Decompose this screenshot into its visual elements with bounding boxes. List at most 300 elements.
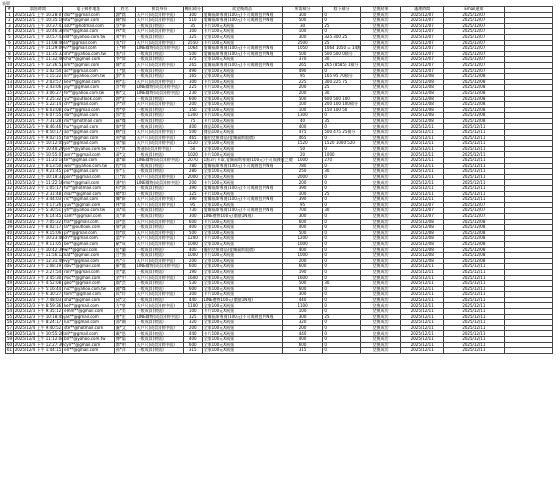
table-cell: luc**@gmail.com xyxy=(63,320,115,326)
table-cell: 23 xyxy=(7,134,13,140)
table-cell: 2025/12/2 下午 9:15:06 xyxy=(14,229,62,235)
table-cell: 16 xyxy=(7,95,13,101)
table-cell: fe**@yahoo.com.tw xyxy=(63,90,115,96)
table-cell: 范*惠 xyxy=(114,269,135,275)
table-cell: 400 xyxy=(282,337,323,343)
table-cell: 一般成員(初級) xyxy=(135,107,183,113)
table-cell: 2025/12/07 xyxy=(401,46,444,52)
table-cell: 兌換成功 xyxy=(360,236,401,242)
table-cell: 51 xyxy=(7,291,13,297)
table-cell: 蕭*雄 xyxy=(114,158,135,164)
table-cell: 2025/12/1 下午 12:36:51 xyxy=(14,62,64,68)
table-cell: 53 xyxy=(7,302,13,308)
table-cell: 530 xyxy=(183,281,202,287)
table-cell: be**@gmail.com xyxy=(63,241,115,247)
table-cell: 500 475 25積分 xyxy=(323,130,360,136)
table-cell: 一般成員(初級) xyxy=(135,253,183,259)
table-cell: 卡片100元X兩張 xyxy=(202,331,282,337)
table-cell: 47 xyxy=(7,269,13,274)
table-cell: yh**@yahoo.com.tw xyxy=(63,208,115,214)
table-cell: 2025/12/08 xyxy=(444,74,504,80)
table-cell: 500 xyxy=(183,230,202,236)
table-cell: 2025/12/11 xyxy=(401,146,444,152)
table-cell: 天戶尺(成員)(初中級) xyxy=(135,141,183,147)
table-cell: 2025/12/11 xyxy=(444,303,504,309)
table-cell: 愛爾福斯專賣(100元)不可與錢包共N週 xyxy=(202,163,282,169)
table-cell: 一般成員(初級) xyxy=(135,51,183,57)
table-cell: 卡片100元X兩張 xyxy=(202,113,282,119)
table-cell: 2025/12/08 xyxy=(444,230,504,236)
table-cell: 265 (8585) 1積分 xyxy=(324,62,359,68)
table-cell: 鄧*明 xyxy=(114,342,135,348)
table-cell: 2025/12/11 xyxy=(444,186,504,192)
table-cell: 蔡*華 xyxy=(114,23,135,29)
table-cell: 愛爾福斯專賣(100元)不可與錢包共N週 xyxy=(202,51,282,57)
table-cell: 440 xyxy=(183,297,202,303)
table-cell: 2025/12/2 下午 8:02:17 xyxy=(14,224,62,230)
table-cell: 兌換成功 xyxy=(360,325,401,331)
table-cell: mic**@gmail.com xyxy=(63,275,115,281)
table-cell: 2025/12/11 xyxy=(401,174,444,180)
table-cell: 780 xyxy=(183,163,202,169)
table-cell: 卡片100元X兩張 xyxy=(202,29,282,35)
table-cell: 兌換成功 xyxy=(360,68,401,74)
table-cell: 韓*如 xyxy=(114,191,135,197)
table-cell: 42 xyxy=(7,241,13,247)
table-cell: 490 xyxy=(282,68,323,74)
table-cell: 325 xyxy=(183,314,202,320)
table-cell: 2025/12/08 xyxy=(444,258,504,264)
table-cell: 2025/12/2 下午 6:14:45 xyxy=(14,213,62,219)
table-cell: 全家100元X兩張 xyxy=(202,141,282,147)
table-cell: 270 xyxy=(323,158,360,164)
table-cell: kat**@gmail.com xyxy=(63,253,115,259)
table-cell: 2025/12/07 xyxy=(401,57,444,63)
table-cell: 愛爾福斯專賣(100元)不可與錢包共N週 xyxy=(202,197,282,203)
table-cell: 0 xyxy=(323,12,360,18)
table-cell: 2025/12/08 xyxy=(401,107,444,113)
table-cell: 2025/12/1 下午 2:03:57 xyxy=(14,78,62,84)
table-cell: hu**@gmail.com xyxy=(63,124,115,130)
table-cell: 50 xyxy=(282,146,323,152)
table-cell: LINE購物(成員)(初中級) xyxy=(135,46,183,52)
table-cell: 600 xyxy=(183,342,202,348)
table-cell: 商品100元X兩張 xyxy=(202,124,282,130)
table-cell: vi**@gmail.com xyxy=(63,46,115,52)
table-cell: 馬*芬 xyxy=(114,258,135,264)
table-cell: 王*輝 xyxy=(114,46,135,52)
table-cell: 300 xyxy=(183,292,202,298)
table-cell: 一般成員(初級) xyxy=(135,281,183,287)
table-cell: 2025/12/11 xyxy=(444,348,504,354)
table-cell: 2025/12/1 下午 11:21:14 xyxy=(14,157,64,163)
table-cell: 林*英 xyxy=(114,29,135,35)
table-cell: 2025/12/07 xyxy=(401,34,444,40)
table-cell: 780 xyxy=(282,163,323,169)
table-cell: 兌換成功 xyxy=(360,96,401,102)
table-cell: 傅*倫 xyxy=(114,337,135,343)
table-cell: 2025/12/2 下午 2:31:48 xyxy=(14,190,62,196)
table-cell: 440 xyxy=(183,331,202,337)
table-cell: 2025/12/11 xyxy=(444,197,504,203)
table-cell: 2025/12/08 xyxy=(401,253,444,259)
table-cell: 2025/12/07 xyxy=(401,202,444,208)
table-cell: kev**@gmail.com xyxy=(63,79,115,85)
table-cell: 2025/12/11 xyxy=(444,320,504,326)
table-cell: 天戶尺(成員)(初中級) xyxy=(135,303,183,309)
table-cell: 2025/12/08 xyxy=(444,241,504,247)
table-cell: LINE購物(成員)(初中級) xyxy=(135,264,183,270)
table-cell: 劉*芳 xyxy=(114,74,135,80)
table-cell: LINE禮物100元(價值1N週) xyxy=(202,213,282,219)
table-cell: 37 xyxy=(7,213,13,219)
table-cell: 390 xyxy=(183,186,202,192)
table-cell: 2025/12/07 xyxy=(401,213,444,219)
table-cell: 0 xyxy=(323,124,360,130)
table-cell: 0 xyxy=(323,225,360,231)
table-cell: 兌換成功 xyxy=(360,107,401,113)
table-cell: 500 xyxy=(282,18,323,24)
table-cell: 30 xyxy=(323,208,360,214)
table-cell: 0 xyxy=(323,292,360,298)
table-cell: 0 xyxy=(323,230,360,236)
table-cell: 2025/12/1 下午 1:02:54 xyxy=(14,67,62,73)
table-cell: shi**@yahoo.com.tw xyxy=(63,51,115,57)
table-cell: 2025/12/2 上午 10:18:33 xyxy=(14,173,64,179)
table-cell: 兌換成功 xyxy=(360,174,401,180)
column-header: Email通知 xyxy=(444,7,504,13)
table-cell: 400 xyxy=(183,247,202,253)
table-cell: 2025/12/07 xyxy=(444,18,504,24)
table-cell: yo**@gmail.com xyxy=(63,141,115,147)
table-cell: 天戶尺(成員)(初中級) xyxy=(135,202,183,208)
table-cell: 2025/12/07 xyxy=(444,62,504,68)
table-cell: 315 xyxy=(282,348,323,354)
table-cell: 愛爾福斯專賣(100元)不可與錢包共N週 xyxy=(202,46,282,52)
table-cell: tom**@gmail.com xyxy=(63,292,115,298)
table-cell: 0 xyxy=(323,275,360,281)
table-cell: 天戶尺(成員)(初中級) xyxy=(135,197,183,203)
table-cell: 10 xyxy=(7,62,13,68)
table-cell: 730 xyxy=(183,208,202,214)
table-cell: 陸*欣 xyxy=(114,230,135,236)
table-cell: dav**@gmail.com xyxy=(63,264,115,270)
table-cell: 擺拍兌換商品(愛爾福斯限價) xyxy=(202,247,282,253)
table-cell: 一般成員(初級) xyxy=(135,152,183,158)
table-cell: 2025/12/07 xyxy=(444,57,504,63)
table-cell: 390 xyxy=(183,197,202,203)
table-cell: 程*翔 xyxy=(114,163,135,169)
table-cell: 2025/12/11 xyxy=(401,130,444,136)
table-cell: 2025/12/11 xyxy=(401,348,444,354)
table-cell: 高*瑤 xyxy=(114,208,135,214)
table-cell: 40 xyxy=(282,118,323,124)
table-cell: 方*豪 xyxy=(114,303,135,309)
table-cell: 2025/12/07 xyxy=(444,51,504,57)
table-cell: 2025/12/11 xyxy=(401,331,444,337)
table-cell: 卡片100元X兩張 xyxy=(202,118,282,124)
table-cell: ali**@gmail.com xyxy=(63,331,115,337)
table-cell: tin**@gmail.com xyxy=(63,135,115,141)
table-cell: 2025/12/11 xyxy=(444,297,504,303)
table-cell: 2025/12/1 下午 9:02:15 xyxy=(14,134,62,140)
table-cell: 2025/12/08 xyxy=(401,96,444,102)
table-cell: 225 xyxy=(183,85,202,91)
table-cell: 2000 xyxy=(183,174,202,180)
table-cell: 200 xyxy=(183,258,202,264)
table-cell: 2025/12/3 下午 10:18:45 xyxy=(14,313,64,319)
table-cell: 柯*銘 xyxy=(114,186,135,192)
table-cell: 全家100元X兩張 xyxy=(202,225,282,231)
table-cell: 2025/12/1 下午 6:07:55 xyxy=(14,112,62,118)
table-cell: 2025/12/1 上午 11:35:32 xyxy=(14,50,64,56)
table-cell: 9 xyxy=(6,57,14,63)
table-cell: 一般成員(初級) xyxy=(135,68,183,74)
table-cell: 190 xyxy=(282,269,323,275)
table-cell: 全家100元X兩張 xyxy=(202,74,282,80)
table-cell: 50 xyxy=(7,285,13,291)
table-cell: 0 xyxy=(323,174,360,180)
table-cell: 400 xyxy=(282,225,323,231)
table-cell: 2025/12/1 上午 10:46:38 xyxy=(14,28,64,34)
table-cell: 2025/12/08 xyxy=(444,219,504,225)
table-cell: 兌換成功 xyxy=(360,90,401,96)
table-cell: 1000 xyxy=(282,241,323,247)
table-cell: 400 xyxy=(183,124,202,130)
table-cell: 周*儀 xyxy=(114,135,135,141)
table-cell: 2025/12/4 上午 11:12:04 xyxy=(14,336,64,342)
table-cell: 46 xyxy=(7,263,13,269)
table-cell: 石*美 xyxy=(114,309,135,315)
table-cell: 600 xyxy=(282,286,323,292)
table-cell: 兌換成功 xyxy=(360,348,401,354)
table-cell: ac**@gmail.com xyxy=(63,68,115,74)
table-cell: 洪*珍 xyxy=(114,102,135,108)
table-cell: wi**@gmail.com xyxy=(63,247,115,253)
table-cell: 600 xyxy=(183,286,202,292)
table-cell: 300 xyxy=(282,213,323,219)
table-cell: 225 xyxy=(282,79,323,85)
table-cell: 0 xyxy=(323,29,360,35)
table-cell: 一般成員(初級) xyxy=(135,118,183,124)
table-cell: 全家100元X兩張 xyxy=(202,90,282,96)
table-cell: 天戶尺(成員)(初中級) xyxy=(135,130,183,136)
table-cell: 250 xyxy=(282,169,323,175)
table-cell: 兌換成功 xyxy=(360,34,401,40)
table-cell: 500 xyxy=(183,51,202,57)
table-cell: 1000 xyxy=(282,158,323,164)
table-cell: 一般成員(初級) xyxy=(135,96,183,102)
table-cell: 兌換成功 xyxy=(360,208,401,214)
table-cell: 2025/12/07 xyxy=(401,29,444,35)
table-cell: 全家100元X兩張 xyxy=(202,258,282,264)
table-cell: 兌換成功 xyxy=(360,79,401,85)
table-cell: 全家100元X兩張 xyxy=(202,269,282,275)
table-cell: 兌換成功 xyxy=(360,130,401,136)
table-cell: ann**@gmail.com xyxy=(63,152,115,158)
table-cell: 全家100元X兩張 xyxy=(202,303,282,309)
table-cell: te**@gmail.com xyxy=(63,158,115,164)
table-cell: 兌換成功 xyxy=(360,46,401,52)
table-cell: 兌換成功 xyxy=(360,320,401,326)
table-cell: eri**@gmail.com xyxy=(63,348,115,354)
table-cell: 5 xyxy=(6,34,14,40)
table-cell: kel**@gmail.com xyxy=(63,303,115,309)
table-cell: 2025/12/07 xyxy=(401,51,444,57)
table-cell: 1 xyxy=(6,12,14,18)
table-cell: 全家100元X兩張 xyxy=(202,107,282,113)
table-cell: 32 xyxy=(7,185,13,191)
table-cell: 1064 1050 = 14點 xyxy=(324,45,361,51)
table-cell: 伍*蘭 xyxy=(114,247,135,253)
table-cell: 75 xyxy=(183,118,202,124)
table-cell: joy**@gmail.com xyxy=(63,85,115,91)
table-cell: 龔*新 xyxy=(114,197,135,203)
column-header: 填寫時間 xyxy=(13,7,62,13)
table-cell: 溫*平 xyxy=(114,236,135,242)
table-cell: 全家100元X兩張 xyxy=(202,96,282,102)
table-cell: 2025/12/1 上午 10:35:10 xyxy=(14,17,64,23)
table-cell: 兌換成功 xyxy=(360,40,401,46)
table-cell: 30 xyxy=(323,57,360,63)
table-cell: 35 xyxy=(183,23,202,29)
table-cell: 兌換成功 xyxy=(360,62,401,68)
table-cell: 蔣*文 xyxy=(114,152,135,158)
table-cell: 370 xyxy=(282,57,323,63)
column-header: 兌換結果 xyxy=(360,7,401,13)
table-cell: 兌換成功 xyxy=(360,74,401,80)
table-cell: 天戶尺(成員)(初中級) xyxy=(135,174,183,180)
table-cell: 2025/12/2 上午 9:21:45 xyxy=(14,168,62,174)
table-cell: 兌換成功 xyxy=(360,12,401,18)
table-cell: 1100 xyxy=(282,303,323,309)
table-cell: 8 xyxy=(6,51,14,57)
table-cell: 陳*君 xyxy=(114,62,135,68)
table-cell: 卡片100元X兩張 xyxy=(202,180,282,186)
table-cell: 兌換成功 xyxy=(360,146,401,152)
table-cell: 38 xyxy=(7,218,13,224)
table-cell: 2025/12/07 xyxy=(444,68,504,74)
table-cell: 2025/12/3 下午 9:35:12 xyxy=(14,308,62,314)
table-cell: pon**@gmail.com xyxy=(63,174,115,180)
table-cell: 200 xyxy=(282,180,323,186)
table-cell: 2025/12/11 xyxy=(444,342,504,348)
table-cell: 400 xyxy=(183,337,202,343)
table-cell: 1000 xyxy=(183,241,202,247)
table-cell: 天戶尺(成員)(初中級) xyxy=(135,219,183,225)
table-cell: 戴*恩 xyxy=(114,331,135,337)
table-cell: 400 xyxy=(183,225,202,231)
table-cell: 一般成員(初級) xyxy=(135,163,183,169)
table-cell: 0 xyxy=(323,135,360,141)
table-cell: 1000 xyxy=(323,152,360,158)
table-cell: 兌換成功 xyxy=(360,303,401,309)
table-cell: 2025/12/08 xyxy=(444,253,504,259)
table-cell: da**@gmail.com xyxy=(63,113,115,119)
table-cell: 0 xyxy=(323,113,360,119)
table-cell: 全家100元X兩張 xyxy=(202,337,282,343)
table-cell: 天戶尺(成員)(初中級) xyxy=(135,102,183,108)
table-cell: 320 xyxy=(183,320,202,326)
table-cell: 2025/12/1 上午 11:08:46 xyxy=(14,39,64,45)
table-cell: 510 xyxy=(183,18,202,24)
table-cell: 2025/12/08 xyxy=(401,258,444,264)
table-cell: 200 xyxy=(282,325,323,331)
table-row xyxy=(6,348,553,354)
table-cell: 兌換成功 xyxy=(360,247,401,253)
table-cell: 愛爾福斯專賣(100元)不可與錢包共N週 xyxy=(202,314,282,320)
table-cell: 一般成員(初級) xyxy=(135,331,183,337)
table-cell: 165 95 70積分 xyxy=(323,74,360,80)
table-cell: 0 xyxy=(323,18,360,24)
table-cell: ron**@gmail.com xyxy=(63,269,115,275)
table-cell: 490 xyxy=(183,68,202,74)
table-cell: 全家100元X兩張 xyxy=(202,146,282,152)
table-cell: 全家100元X兩張 xyxy=(202,264,282,270)
table-cell: 36 xyxy=(7,207,13,213)
table-cell: 2025/12/1 上午 10:28:07 xyxy=(14,11,64,17)
column-header: 處理時間 xyxy=(401,7,444,13)
table-cell: mar**@gmail.com xyxy=(63,191,115,197)
table-cell: 2025/12/11 xyxy=(401,158,444,164)
sheet-note: 表單 xyxy=(2,1,10,6)
table-cell: 天戶尺(成員)(初中級) xyxy=(135,236,183,242)
table-cell: 25 xyxy=(7,145,13,151)
table-cell: 1520 1000 520 xyxy=(323,141,360,147)
table-cell: 0 xyxy=(323,236,360,242)
table-cell: 2025/12/1 下午 6:03:08 xyxy=(14,106,62,112)
table-cell: 天戶尺(成員)(初中級) xyxy=(135,62,183,68)
table-cell: 兌換成功 xyxy=(360,230,401,236)
table-cell: 兌換成功 xyxy=(360,113,401,119)
table-cell: 300 xyxy=(282,292,323,298)
table-cell: 2025/12/4 下午 12:27:39 xyxy=(14,341,64,347)
table-cell: 2025/12/07 xyxy=(444,213,504,219)
table-cell: 100 xyxy=(282,102,323,108)
table-cell: 2025/12/07 xyxy=(444,208,504,214)
table-cell: 2025/12/3 下午 3:45:30 xyxy=(14,274,62,280)
table-cell: 28 xyxy=(7,162,13,168)
table-cell: 26 xyxy=(7,151,13,157)
table-cell: 盧*文 xyxy=(114,325,135,331)
table-cell: 一般成員(初級) xyxy=(135,297,183,303)
table-cell: 41 xyxy=(7,235,13,241)
table-cell: 40 xyxy=(7,229,13,235)
column-header: # xyxy=(6,7,14,13)
table-cell: 一般成員(初級) xyxy=(135,337,183,343)
table-cell: 兌換成功 xyxy=(360,314,401,320)
table-cell: 薛*恩 xyxy=(114,219,135,225)
table-cell: 280 xyxy=(183,169,202,175)
table-cell: 2025/12/08 xyxy=(401,247,444,253)
table-cell: 卡片100元X兩張 xyxy=(202,253,282,259)
table-cell: 475 xyxy=(282,130,323,136)
table-cell: 愛爾福斯專賣(100元)不可與錢包共N週 xyxy=(202,208,282,214)
table-cell: 2025/12/1 上午 11:32:40 xyxy=(14,56,64,62)
table-cell: 許*婷 xyxy=(114,85,135,91)
table-cell: 0 xyxy=(323,264,360,270)
table-cell: 20 xyxy=(7,117,13,123)
table-cell: 2025/12/07 xyxy=(444,23,504,29)
table-cell: 李*偉 xyxy=(114,57,135,63)
table-cell: yuv**@gmail.com xyxy=(63,202,115,208)
table-cell: 1520 xyxy=(282,141,323,147)
table-cell: 全家100元X兩張 xyxy=(202,325,282,331)
table-cell: 2025/12/08 xyxy=(401,241,444,247)
table-cell: ric**@gmail.com xyxy=(63,197,115,203)
table-cell: 2025/12/3 上午 11:56:12 xyxy=(14,252,64,258)
table-cell: 2025/12/08 xyxy=(444,90,504,96)
